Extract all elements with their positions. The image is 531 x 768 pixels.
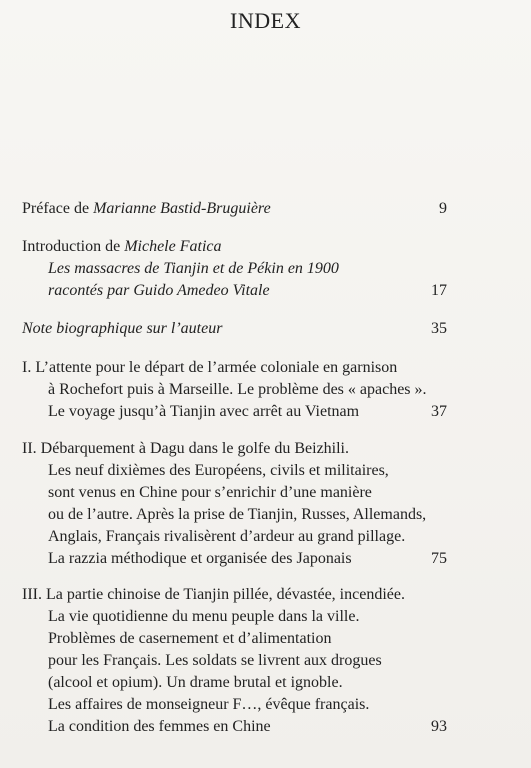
toc-line: sont venus en Chine pour s’enrichir d’une manière xyxy=(48,484,372,501)
toc-line xyxy=(22,258,482,280)
entry-italic-text: Marianne Bastid-Bruguière xyxy=(93,200,271,217)
toc-line xyxy=(22,198,482,220)
page-title: INDEX xyxy=(230,8,301,33)
toc-line: Le voyage jusqu’à Tianjin avec arrêt au Vietnam xyxy=(48,403,360,420)
toc-line: II. Débarquement à Dagu dans le golfe du Beizhili. xyxy=(22,440,349,457)
toc-line: La razzia méthodique et organisée des Japonais xyxy=(48,550,352,567)
toc-entry-chapter-3 xyxy=(22,584,482,738)
toc-line: Les affaires de monseigneur F…, évêque français. xyxy=(48,696,370,713)
toc-line: Problèmes de casernement et d’alimentation xyxy=(48,630,332,647)
page-number: 37 xyxy=(431,403,447,420)
toc-line: Les neuf dixièmes des Européens, civils et militaires, xyxy=(48,462,389,479)
page-number: 35 xyxy=(431,320,447,337)
toc-line xyxy=(22,280,482,302)
entry-italic-text: racontés par Guido Amedeo Vitale xyxy=(48,282,270,299)
toc-line: à Rochefort puis à Marseille. Le problème des « apaches ». xyxy=(48,381,427,398)
toc-entry-preface xyxy=(22,198,482,220)
toc-entry-chapter-1 xyxy=(22,357,482,423)
toc-line: III. La partie chinoise de Tianjin pillée, dévastée, incendiée. xyxy=(22,586,405,603)
toc-line xyxy=(22,236,482,258)
entry-text: Introduction de xyxy=(22,238,125,255)
toc-entry-chapter-2 xyxy=(22,438,482,570)
toc-line: La vie quotidienne du menu peuple dans la ville. xyxy=(48,608,360,625)
toc-entry-note-biographique xyxy=(22,318,482,340)
page-number: 93 xyxy=(431,718,447,735)
entry-italic-text: Note biographique sur l’auteur xyxy=(22,320,223,337)
toc-line: Anglais, Français rivalisèrent d’ardeur au grand pillage. xyxy=(48,528,406,545)
toc-line: (alcool et opium). Un drame brutal et ignoble. xyxy=(48,674,343,691)
page-number: 17 xyxy=(431,282,447,299)
toc-line: I. L’attente pour le départ de l’armée coloniale en garnison xyxy=(22,359,398,376)
entry-italic-text: Michele Fatica xyxy=(124,238,222,255)
page-number: 75 xyxy=(431,550,447,567)
entry-text: Préface de xyxy=(22,200,94,217)
toc-line: La condition des femmes en Chine xyxy=(48,718,271,735)
toc-line: pour les Français. Les soldats se livrent aux drogues xyxy=(48,652,382,669)
toc-entry-introduction xyxy=(22,236,482,302)
entry-italic-text: Les massacres de Tianjin et de Pékin en 1900 xyxy=(48,260,339,277)
toc-line xyxy=(22,318,482,340)
toc-line: ou de l’autre. Après la prise de Tianjin, Russes, Allemands, xyxy=(48,506,427,523)
page-number: 9 xyxy=(439,200,447,217)
